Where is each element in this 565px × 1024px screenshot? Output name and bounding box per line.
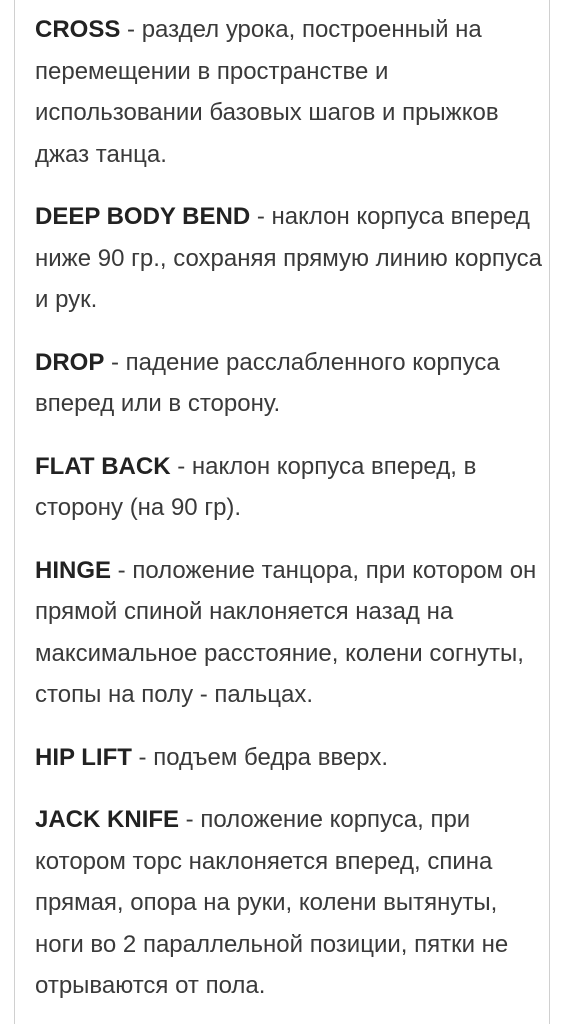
- glossary-definition: падение расслабленного корпуса вперед или в сторону.: [35, 348, 500, 417]
- glossary-definition: наклон корпуса вперед ниже 90 гр., сохраняя прямую линию корпуса и рук.: [35, 203, 542, 313]
- glossary-term: HINGE: [35, 556, 112, 584]
- glossary-term: JACK KNIFE: [35, 806, 180, 833]
- term-separator: -: [170, 452, 192, 480]
- glossary-definition: подъем бедра вверх.: [153, 743, 389, 771]
- term-separator: -: [179, 806, 201, 833]
- term-separator: -: [104, 348, 126, 376]
- glossary-entry-drop: [35, 342, 545, 425]
- term-separator: -: [111, 556, 133, 584]
- glossary-definition: положение танцора, при котором он прямой спиной наклоняется назад на максимальное расстояние, колени согнуты, стопы на полу - пальцах.: [35, 556, 537, 708]
- glossary-definition: раздел урока, построенный на перемещении в пространстве и использовании базовых шагов и прыжков джаз танца.: [35, 16, 499, 168]
- term-separator: -: [131, 743, 154, 771]
- glossary-definition: положение корпуса, при котором торс наклоняется вперед, спина прямая, опора на руки, колени вытянуты, ноги во 2 параллельной позиции, пятки не отрываются от пола.: [35, 806, 509, 999]
- glossary-list: [35, 9, 545, 1024]
- glossary-entry-hinge: [35, 550, 545, 716]
- glossary-term: CROSS: [35, 16, 121, 43]
- glossary-entry-flat-back: [35, 446, 545, 529]
- glossary-entry-hip-lift: [35, 737, 545, 779]
- glossary-term: FLAT BACK: [35, 452, 171, 480]
- glossary-term: HIP LIFT: [35, 743, 132, 771]
- glossary-term: DROP: [35, 348, 105, 376]
- glossary-term: DEEP BODY BEND: [35, 203, 251, 230]
- glossary-entry-jack-knife: [35, 799, 545, 1007]
- glossary-entry-cross: [35, 9, 545, 175]
- term-separator: -: [120, 16, 142, 43]
- term-separator: -: [250, 203, 272, 230]
- glossary-entry-deep-body-bend: [35, 196, 545, 321]
- glossary-definition: наклон корпуса вперед, в сторону (на 90 гр).: [35, 452, 477, 521]
